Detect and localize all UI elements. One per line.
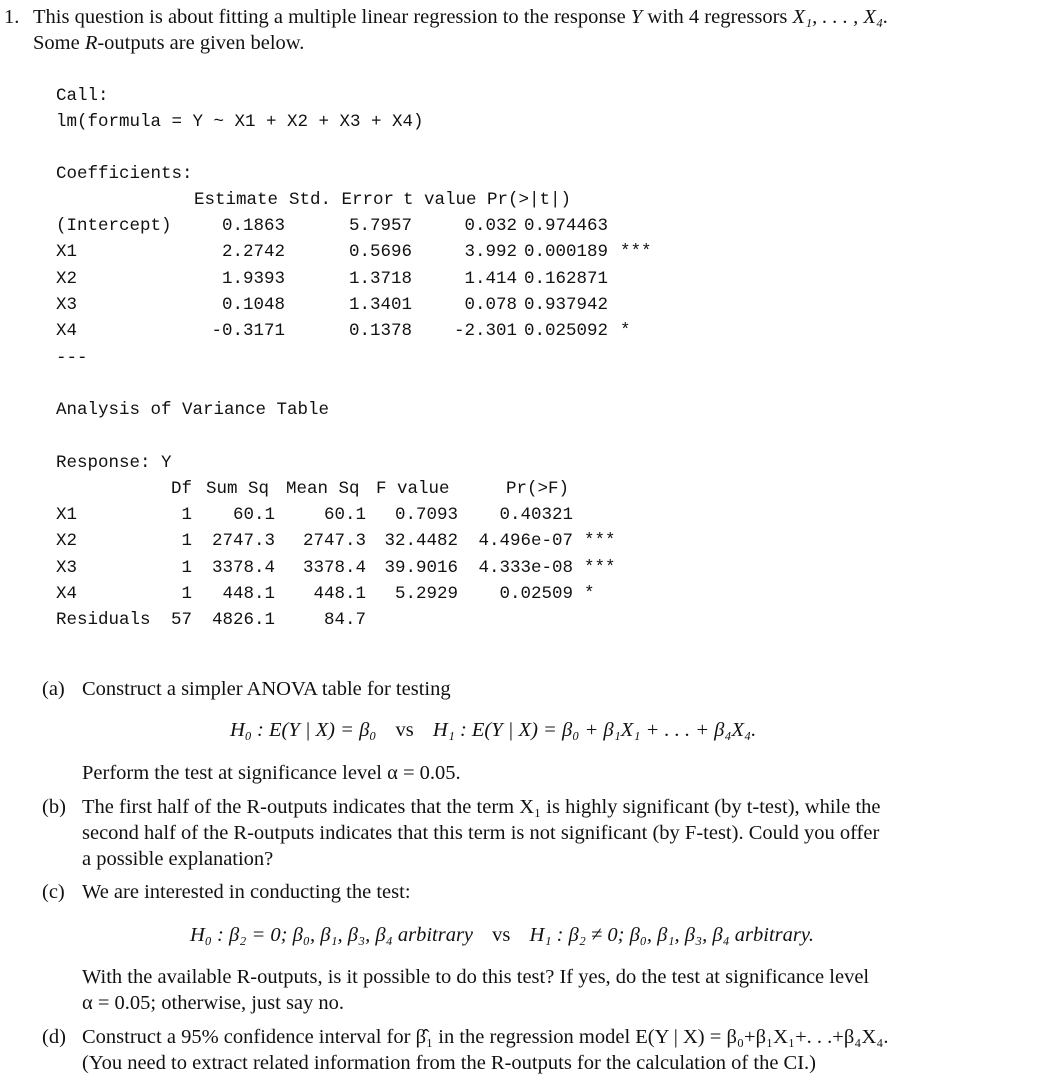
anova-ms: 84.7 [323,610,366,631]
coef-se: 0.1378 [348,321,412,342]
anova-sig: * [584,583,595,604]
part-d-line2: (You need to extract related information from the R-outputs for the calculation of the CI.) [82,1052,816,1074]
part-b-line3: a possible explanation? [82,848,274,870]
part-c-line1: With the available R-outputs, is it possible to do this test? If yes, do the test at significance level [82,966,870,988]
anova-df: 1 [181,531,192,552]
anova-df: 1 [181,557,192,578]
anova-name: Residuals [56,610,151,631]
coef-estimate: 0.1048 [221,294,285,315]
coef-name: X1 [56,242,78,263]
anova-header-ss: Sum Sq [206,479,270,499]
anova-name: X1 [56,505,78,525]
anova-ss: 60.1 [232,505,275,525]
part-a-hypotheses [230,719,756,742]
anova-ms: 448.1 [313,583,366,604]
anova-ss: 448.1 [222,583,275,604]
anova-f: 39.9016 [384,557,458,578]
part-c-line2: α = 0.05; otherwise, just say no. [82,992,345,1014]
call-label: Call: [56,86,109,106]
part-b-line2: second half of the R-outputs indicates that this term is not significant (by F-test). Could you offer [82,822,880,844]
part-a-perform: Perform the test at significance level α = 0.05. [82,762,461,784]
part-c-hypotheses [190,924,814,947]
coef-header-t: t value [403,190,477,210]
anova-df: 1 [181,583,192,604]
anova-ms: 2747.3 [302,531,366,552]
anova-f: 0.7093 [394,505,458,525]
part-b-label: (b) [42,796,66,818]
anova-df: 57 [170,610,192,631]
part-a-text: Construct a simpler ANOVA table for testing [82,678,451,700]
coef-se: 5.7957 [348,216,412,236]
coef-header-p: Pr(>|t|) [487,190,572,210]
part-c-text: We are interested in conducting the test: [82,881,411,903]
coef-t: 0.078 [464,294,517,315]
part-a-h1: H₁ : E(Y | X) = β₀ + β₁X₁ + . . . + β₄X₄. [432,719,757,741]
coef-header-estimate: Estimate [194,190,279,210]
coef-estimate: -0.3171 [211,321,285,342]
anova-sig: *** [584,531,616,552]
anova-f: 5.2929 [394,583,458,604]
part-c-vs: vs [492,924,511,946]
anova-df: 1 [181,505,192,525]
coef-sig: * [620,321,631,342]
coef-name: X3 [56,294,78,315]
anova-ss: 3378.4 [211,557,275,578]
anova-ss: 4826.1 [211,610,275,631]
anova-p: 0.02509 [499,583,573,604]
coef-se: 1.3718 [348,268,412,289]
part-c-label: (c) [42,881,65,903]
coef-name: X2 [56,268,78,289]
anova-f: 32.4482 [384,531,458,552]
formula: lm(formula = Y ~ X1 + X2 + X3 + X4) [56,112,424,132]
anova-label: Analysis of Variance Table [56,400,330,420]
coef-se: 0.5696 [348,242,412,263]
anova-p: 0.40321 [499,505,573,525]
question-intro-line1: This question is about fitting a multiple linear regression to the response Y with 4 regressors X₁, . . . , X₄. [33,6,889,28]
coef-header-se: Std. Error [289,190,395,210]
coef-name: X4 [56,321,78,342]
anova-header-f: F value [376,479,450,499]
part-c-h0: H₀ : β₂ = 0; β₀, β₁, β₃, β₄ arbitrary [190,924,474,946]
coef-t: 1.414 [464,268,517,289]
anova-ms: 60.1 [323,505,366,525]
coef-se: 1.3401 [348,294,412,315]
response-label: Response: Y [56,453,172,473]
coef-t: 0.032 [464,216,517,236]
anova-header-ms: Mean Sq [286,479,360,499]
r-output [56,83,756,643]
coef-t: 3.992 [464,242,517,263]
coef-t: -2.301 [453,321,517,342]
coef-estimate: 2.2742 [221,242,285,263]
coef-sig: *** [620,242,652,263]
coef-p: 0.000189 [523,242,608,263]
coef-estimate: 0.1863 [221,216,285,236]
part-a-vs: vs [395,719,414,741]
anova-name: X2 [56,531,78,552]
anova-header-df: Df [171,479,193,499]
part-d-line1: Construct a 95% confidence interval for β̂₁ in the regression model E(Y | X) = β₀+β₁X₁+. . .+β₄X₄. [82,1026,889,1048]
coef-p: 0.974463 [523,216,608,236]
part-a-label: (a) [42,678,65,700]
anova-name: X3 [56,557,78,578]
anova-header-p: Pr(>F) [506,479,570,499]
anova-p: 4.496e-07 [478,531,573,552]
part-c-h1: H₁ : β₂ ≠ 0; β₀, β₁, β₃, β₄ arbitrary. [529,924,814,946]
coef-p: 0.162871 [523,268,608,289]
anova-p: 4.333e-08 [478,557,573,578]
question-intro-line2: Some R-outputs are given below. [33,32,305,54]
part-b-line1: The first half of the R-outputs indicates that the term X₁ is highly significant (by t-test), while the [82,796,881,818]
question-number: 1. [4,6,20,28]
anova-ss: 2747.3 [211,531,275,552]
coef-label: Coefficients: [56,164,193,184]
anova-ms: 3378.4 [302,557,366,578]
separator: --- [56,348,88,368]
part-a-h0: H₀ : E(Y | X) = β₀ [230,719,377,741]
coef-estimate: 1.9393 [221,268,285,289]
anova-sig: *** [584,557,616,578]
anova-name: X4 [56,583,78,604]
coef-p: 0.937942 [523,294,608,315]
coef-p: 0.025092 [523,321,608,342]
part-d-label: (d) [42,1026,66,1048]
coef-name: (Intercept) [56,216,172,236]
